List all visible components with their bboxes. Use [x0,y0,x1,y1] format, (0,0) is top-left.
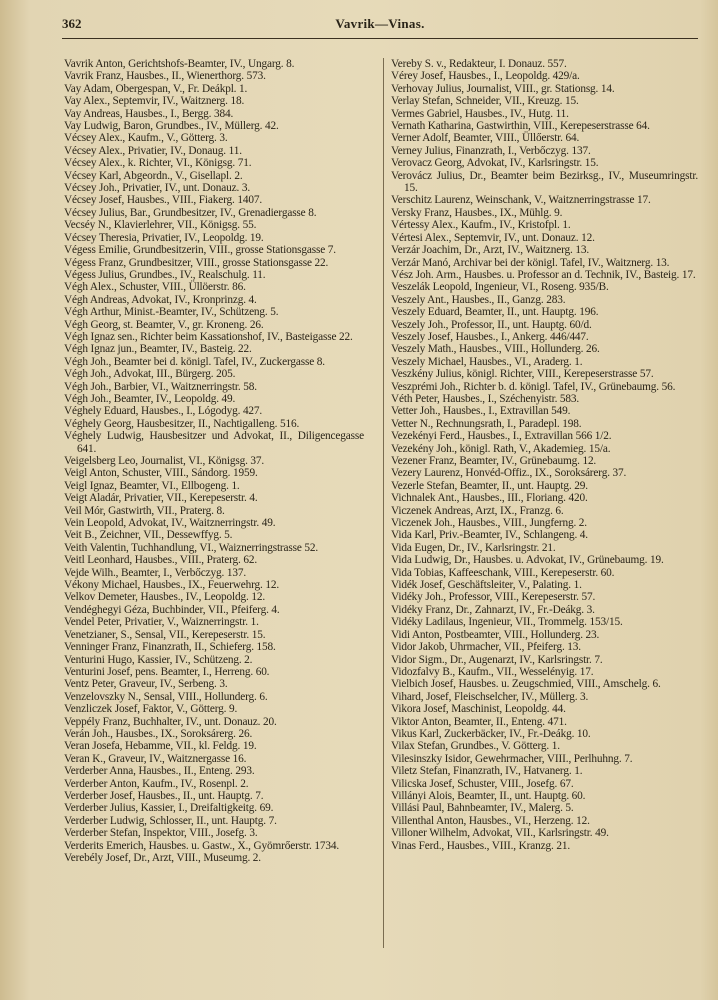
directory-entry: Vetter N., Rechnungsrath, I., Paradepl. 198. [391,417,582,430]
directory-entry: Venzelovszky N., Sensal, VIII., Hollunderg. 6. [64,690,268,703]
directory-entry: Vernath Katharina, Gastwirthin, VIII., Kerepeserstrasse 64. [391,120,650,133]
directory-entry: Véghely Ludwig, Hausbesitzer und Advokat, II., Diligencegasse 641. [64,430,364,455]
directory-entry: Villenthal Anton, Hausbes., VI., Herzeng. 12. [391,814,590,827]
directory-entry: Verebély Josef, Dr., Arzt, VIII., Museumg. 2. [64,852,261,864]
directory-entry: Vielbich Josef, Hausbes. u. Zeugschmied, VIII., Amschelg. 6. [391,678,661,691]
page-number: 362 [62,16,82,31]
directory-entry: Vida Tobias, Kaffeeschank, VIII., Kerepeserstr. 60. [391,566,615,579]
directory-entry: Végh Joh., Beamter bei d. königl. Tafel, IV., Zuckergasse 8. [64,355,325,368]
directory-entry: Végh Ignaz jun., Beamter, IV., Basteig. 22. [64,343,252,356]
directory-entry: Végess Emilie, Grundbesitzerin, VIII., grosse Stationsgasse 7. [64,244,336,257]
header-rule [62,38,698,39]
directory-entry: Verderber Josef, Hausbes., II., unt. Hauptg. 7. [64,789,264,802]
running-head: Vavrik—Vinas. [335,16,425,31]
directory-entry: Verderber Julius, Kassier, I., Dreifaltigkeitg. 69. [64,802,274,815]
right-column [391,58,698,852]
directory-entry: Villási Paul, Bahnbeamter, IV., Malerg. 5. [391,802,574,815]
directory-entry: Veit B., Zeichner, VII., Dessewffyg. 5. [64,529,233,542]
directory-entry: Vécsey Alex., k. Richter, VI., Königsg. 71. [64,157,252,170]
directory-entry: Vida Ludwig, Dr., Hausbes. u. Advokat, IV., Grünebaumg. 19. [391,554,664,567]
directory-entry: Veigl Anton, Schuster, VIII., Sándorg. 1959. [64,467,258,480]
directory-entry: Veran K., Graveur, IV., Waitznergasse 16. [64,752,247,765]
directory-entry: Verderber Anna, Hausbes., II., Enteng. 293. [64,765,255,778]
directory-entry: Velkov Demeter, Hausbes., IV., Leopoldg. 12. [64,591,266,604]
directory-entry: Vinas Ferd., Hausbes., VIII., Kranzg. 21. [391,839,571,852]
directory-entry: Viktor Anton, Beamter, II., Enteng. 471. [391,715,567,728]
directory-entry: Végh Joh., Barbier, VI., Waitznerringstr. 58. [64,380,257,393]
directory-entry: Vikus Karl, Zuckerbäcker, IV., Fr.-Deákg. 10. [391,727,591,740]
directory-entry: Verovácz Julius, Dr., Beamter beim Bezirksg., IV., Museumringstr. 15. [391,169,698,195]
directory-entry: Vidi Anton, Postbeamter, VIII., Hollunderg. 23. [391,628,600,641]
directory-entry: Vendel Peter, Privatier, V., Waiznerringstr. 1. [64,616,259,629]
directory-entry: Villányi Alois, Beamter, II., unt. Hauptg. 60. [391,789,586,802]
directory-entry: Versky Franz, Hausbes., IX., Mühlg. 9. [391,206,563,219]
directory-entry: Verhovay Julius, Journalist, VIII., gr. Stationsg. 14. [391,82,615,95]
directory-entry: Vidozfalvy B., Kaufm., VII., Wesselényig. 17. [391,665,594,678]
directory-entry: Verney Julius, Finanzrath, I., Verbőczyg. 137. [391,144,591,157]
directory-entry: Venzliczek Josef, Faktor, V., Götterg. 9. [64,703,238,716]
directory-entry: Vész Joh. Arm., Hausbes. u. Professor an d. Technik, IV., Basteig. 17. [391,268,696,281]
directory-entry: Veith Valentin, Tuchhandlung, VI., Waiznerringstrasse 52. [64,541,319,554]
directory-entry: Vejde Wilh., Beamter, I., Verbőczyg. 137. [64,566,247,579]
directory-entry: Vérey Josef, Hausbes., I., Leopoldg. 429/a. [391,70,580,83]
directory-entry: Vezerle Stefan, Beamter, II., unt. Hauptg. 29. [391,479,588,492]
directory-entry: Viczenek Andreas, Arzt, IX., Franzg. 6. [391,504,564,517]
directory-entry: Vécsey Alex., Kaufm., V., Götterg. 3. [64,132,228,145]
left-column [64,58,364,864]
directory-entry: Venturini Hugo, Kassier, IV., Schützeng. 2. [64,653,253,666]
directory-entry: Venetzianer, S., Sensal, VII., Kerepeserstr. 15. [64,628,266,641]
directory-entry: Végh Ignaz sen., Richter beim Kassationshof, IV., Basteigasse 22. [64,330,353,343]
directory-entry: Vécsey Karl, Abgeordn., V., Gisellapl. 2. [64,169,243,182]
directory-entry: Vavrik Franz, Hausbes., II., Wienerthorg. 573. [64,70,266,83]
directory-entry: Veran Josefa, Hebamme, VII., kl. Feldg. 19. [64,740,257,753]
directory-entry: Verderber Ludwig, Schlosser, II., unt. Hauptg. 7. [64,814,277,827]
directory-entry: Veszely Ant., Hausbes., II., Ganzg. 283. [391,293,566,306]
directory-entry: Veszkény Julius, königl. Richter, VIII., Kerepeserstrasse 57. [391,368,654,381]
directory-entry: Végess Julius, Grundbes., IV., Realschulg. 11. [64,268,266,281]
directory-entry: Végh Joh., Beamter, IV., Leopoldg. 49. [64,392,236,405]
directory-entry: Venninger Franz, Finanzrath, II., Schieferg. 158. [64,641,276,654]
directory-entry: Veszely Josef, Hausbes., I., Ankerg. 446/447. [391,330,589,343]
directory-entry: Veszprémi Joh., Richter b. d. königl. Tafel, IV., Grünebaumg. 56. [391,380,676,393]
directory-entry: Vereby S. v., Redakteur, I. Donauz. 557. [391,58,567,70]
directory-entry: Végh Alex., Schuster, VIII., Üllöerstr. 86. [64,281,246,294]
directory-entry: Vein Leopold, Advokat, IV., Waitznerringstr. 49. [64,517,276,530]
directory-entry: Véghely Georg, Hausbesitzer, II., Nachtigalleng. 516. [64,417,300,430]
directory-entry: Vécsey Josef, Hausbes., VIII., Fiakerg. 1407. [64,194,263,207]
directory-entry: Végh Georg, st. Beamter, V., gr. Kroneng. 26. [64,318,264,331]
directory-entry: Verzár Manó, Archivar bei der königl. Tafel, IV., Waitznerg. 13. [391,256,670,269]
directory-entry: Vavrik Anton, Gerichtshofs-Beamter, IV., Ungarg. 8. [64,58,295,70]
directory-entry: Viletz Stefan, Finanzrath, IV., Hatvanerg. 1. [391,765,583,778]
directory-entry: Vidéky Ladilaus, Ingenieur, VII., Trommelg. 153/15. [391,616,623,629]
directory-entry: Vay Andreas, Hausbes., I., Bergg. 384. [64,107,234,120]
directory-entry: Vendéghegyi Géza, Buchbinder, VII., Pfeiferg. 4. [64,603,280,616]
directory-entry: Vidor Jakob, Uhrmacher, VII., Pfeiferg. 13. [391,641,581,654]
directory-entry: Vezekény Joh., königl. Rath, V., Akademieg. 15/a. [391,442,611,455]
directory-entry: Venturini Josef, pens. Beamter, I., Herreng. 60. [64,665,270,678]
directory-entry: Veppély Franz, Buchhalter, IV., unt. Donauz. 20. [64,715,277,728]
directory-entry: Vidéky Joh., Professor, VIII., Kerepeserstr. 57. [391,591,596,604]
directory-entry: Verán Joh., Hausbes., IX., Soroksárerg. 26. [64,727,253,740]
directory-entry: Vihard, Josef, Fleischselcher, IV., Müllerg. 3. [391,690,589,703]
directory-entry: Vay Adam, Obergespan, V., Fr. Deákpl. 1. [64,82,248,95]
directory-entry: Veigl Ignaz, Beamter, VI., Ellbogeng. 1. [64,479,240,492]
directory-entry: Vékony Michael, Hausbes., IX., Feuerwehrg. 12. [64,579,280,592]
directory-entry: Veszely Michael, Hausbes., VI., Araderg. 1. [391,355,583,368]
directory-entry: Vida Eugen, Dr., IV., Karlsringstr. 21. [391,541,556,554]
directory-entry: Vezekényi Ferd., Hausbes., I., Extravillan 566 1/2. [391,430,612,443]
directory-entry: Viczenek Joh., Hausbes., VIII., Jungferng. 2. [391,517,587,530]
directory-entry: Verlay Stefan, Schneider, VII., Kreuzg. 15. [391,95,579,108]
directory-entry: Vay Alex., Septemvir, IV., Waitznerg. 18. [64,95,245,108]
directory-entry: Verschitz Laurenz, Weinschank, V., Waitznerringstrasse 17. [391,194,651,207]
directory-entry: Verovacz Georg, Advokat, IV., Karlsringstr. 15. [391,157,599,170]
directory-entry: Veigelsberg Leo, Journalist, VI., Königsg. 37. [64,455,265,467]
directory-entry: Villoner Wilhelm, Advokat, VII., Karlsringstr. 49. [391,827,609,840]
directory-entry: Végh Arthur, Minist.-Beamter, IV., Schützeng. 5. [64,306,279,319]
directory-entry: Vikora Josef, Maschinist, Leopoldg. 44. [391,703,566,716]
directory-entry: Vécsey Julius, Bar., Grundbesitzer, IV., Grenadiergasse 8. [64,206,317,219]
directory-entry: Vértesi Alex., Septemvir, IV., unt. Donauz. 12. [391,231,595,244]
directory-entry: Verderber Anton, Kaufm., IV., Rosenpl. 2. [64,777,249,790]
directory-entry: Veszelák Leopold, Ingenieur, VI., Roseng. 935/B. [391,281,609,294]
directory-entry: Vidéky Franz, Dr., Zahnarzt, IV., Fr.-Deákg. 3. [391,603,595,616]
directory-entry: Veigt Aladár, Privatier, VII., Kerepeserstr. 4. [64,492,258,505]
directory-entry: Vidor Sigm., Dr., Augenarzt, IV., Karlsringstr. 7. [391,653,603,666]
directory-entry: Vay Ludwig, Baron, Grundbes., IV., Müllerg. 42. [64,120,279,133]
directory-entry: Veitl Leonhard, Hausbes., VIII., Praterg. 62. [64,554,257,567]
page-header [62,14,698,34]
directory-entry: Vértessy Alex., Kaufm., IV., Kristofpl. 1. [391,219,571,232]
directory-entry: Vilax Stefan, Grundbes., V. Götterg. 1. [391,740,560,753]
directory-entry: Verzár Joachim, Dr., Arzt, IV., Waitznerg. 13. [391,244,589,257]
directory-entry: Veil Mór, Gastwirth, VII., Praterg. 8. [64,504,225,517]
directory-entry: Vilicska Josef, Schuster, VIII., Josefg. 67. [391,777,574,790]
directory-entry: Vezener Franz, Beamter, IV., Grünebaumg. 12. [391,455,597,467]
column-divider [383,58,384,948]
directory-entry: Vécsey Joh., Privatier, IV., unt. Donauz. 3. [64,182,251,195]
directory-entry: Vécsey Alex., Privatier, IV., Donaug. 11. [64,144,242,157]
directory-entry: Vilesinszky Isidor, Gewehrmacher, VIII., Perlhuhng. 7. [391,752,633,765]
directory-entry: Vidék Josef, Geschäftsleiter, V., Palating. 1. [391,579,582,592]
directory-entry: Végh Andreas, Advokat, IV., Kronprinzg. 4. [64,293,257,306]
directory-entry: Végh Joh., Advokat, III., Bürgerg. 205. [64,368,236,381]
directory-entry: Veszely Eduard, Beamter, II., unt. Hauptg. 196. [391,306,599,319]
directory-entry: Verderber Stefan, Inspektor, VIII., Josefg. 3. [64,827,258,840]
directory-entry: Verner Adolf, Beamter, VIII., Üllőerstr. 64. [391,132,580,145]
directory-entry: Vezery Laurenz, Honvéd-Offiz., IX., Soroksárerg. 37. [391,467,627,480]
directory-entry: Véghely Eduard, Hausbes., I., Lógodyg. 427. [64,405,263,418]
directory-entry: Véth Peter, Hausbes., I., Széchenyistr. 583. [391,392,580,405]
directory-entry: Verderits Emerich, Hausbes. u. Gastw., X., Gyömrőerstr. 1734. [64,839,339,852]
directory-entry: Vermes Gabriel, Hausbes., IV., Hutg. 11. [391,107,569,120]
directory-entry: Veszely Joh., Professor, II., unt. Hauptg. 60/d. [391,318,592,331]
directory-entry: Vécsey Theresia, Privatier, IV., Leopoldg. 19. [64,231,264,244]
directory-entry: Vetter Joh., Hausbes., I., Extravillan 549. [391,405,571,418]
directory-entry: Veszely Math., Hausbes., VIII., Hollunderg. 26. [391,343,600,356]
directory-entry: Vecséy N., Klavierlehrer, VII., Königsg. 55. [64,219,257,232]
directory-entry: Vida Karl, Priv.-Beamter, IV., Schlangeng. 4. [391,529,588,542]
directory-entry: Ventz Peter, Graveur, IV., Serbeng. 3. [64,678,228,691]
directory-entry: Végess Franz, Grundbesitzer, VIII., grosse Stationsgasse 22. [64,256,329,269]
directory-entry: Vichnalek Ant., Hausbes., III., Floriang. 420. [391,492,588,505]
